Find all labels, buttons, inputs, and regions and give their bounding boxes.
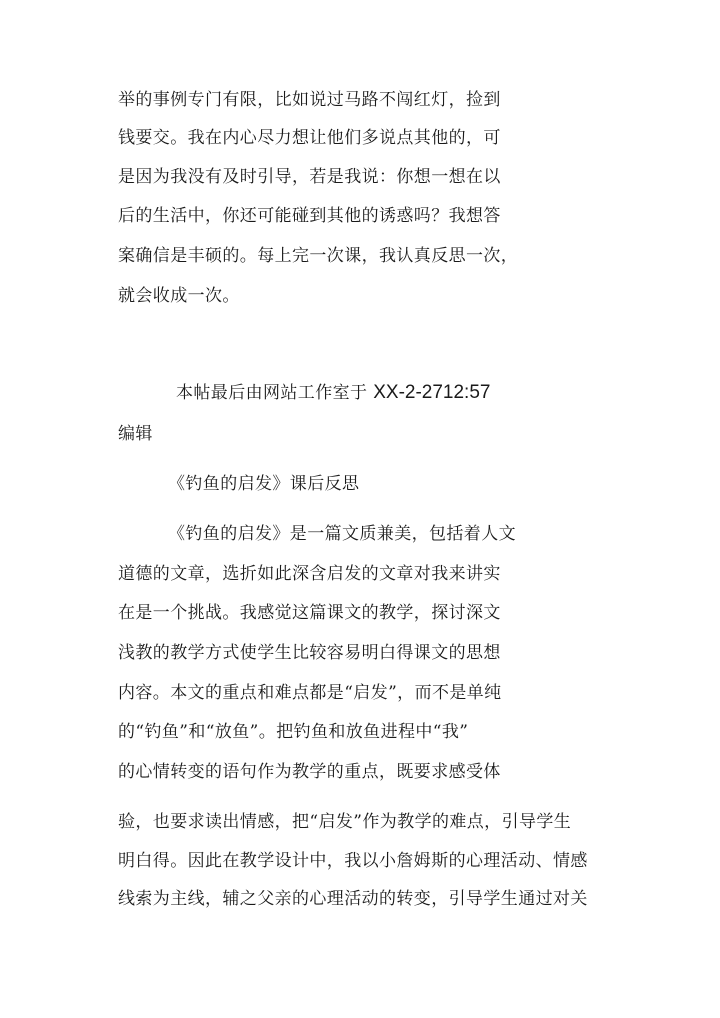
paragraph-line: 就会收成一次。: [118, 286, 240, 306]
paragraph-line: 的心情转变的语句作为教学的重点，既要求感受体: [118, 762, 501, 782]
paragraph-line: 是因为我没有及时引导，若是我说：你想一想在以: [118, 167, 501, 187]
paragraph-line: 内容。本文的重点和难点都是“启发”，而不是单纯: [118, 683, 502, 703]
paragraph-line: 《钓鱼的启发》是一篇文质兼美，包括着人文: [168, 524, 516, 544]
paragraph-line: 举的事例专门有限，比如说过马路不闯红灯，捡到: [118, 90, 501, 110]
article-title: 《钓鱼的启发》课后反思: [168, 474, 360, 494]
edit-note: [176, 383, 490, 403]
paragraph-line: 线索为主线，辅之父亲的心理活动的转变，引导学生通过对关: [118, 889, 588, 909]
paragraph-line: 浅教的教学方式使学生比较容易明白得课文的思想: [118, 643, 501, 663]
edit-note-suffix: 编辑: [118, 424, 153, 444]
paragraph-line: 道德的文章，选折如此深含启发的文章对我来讲实: [118, 564, 501, 584]
paragraph-line: 验，也要求读出情感，把“启发”作为教学的难点，引导学生: [118, 812, 572, 832]
edit-timestamp: XX-2-2712:57: [373, 382, 491, 403]
paragraph-line: 的“钓鱼”和“放鱼”。把钓鱼和放鱼进程中“我”: [118, 722, 469, 742]
paragraph-line: 后的生活中，你还可能碰到其他的诱惑吗？我想答: [118, 206, 501, 226]
paragraph-line: 案确信是丰硕的。每上完一次课，我认真反思一次，: [118, 246, 519, 266]
edit-note-prefix: 本帖最后由网站工作室于: [176, 383, 368, 403]
paragraph-line: 明白得。因此在教学设计中，我以小詹姆斯的心理活动、情感: [118, 851, 588, 871]
paragraph-line: 钱要交。我在内心尽力想让他们多说点其他的，可: [118, 128, 501, 148]
paragraph-line: 在是一个挑战。我感觉这篇课文的教学，探讨深文: [118, 603, 501, 623]
